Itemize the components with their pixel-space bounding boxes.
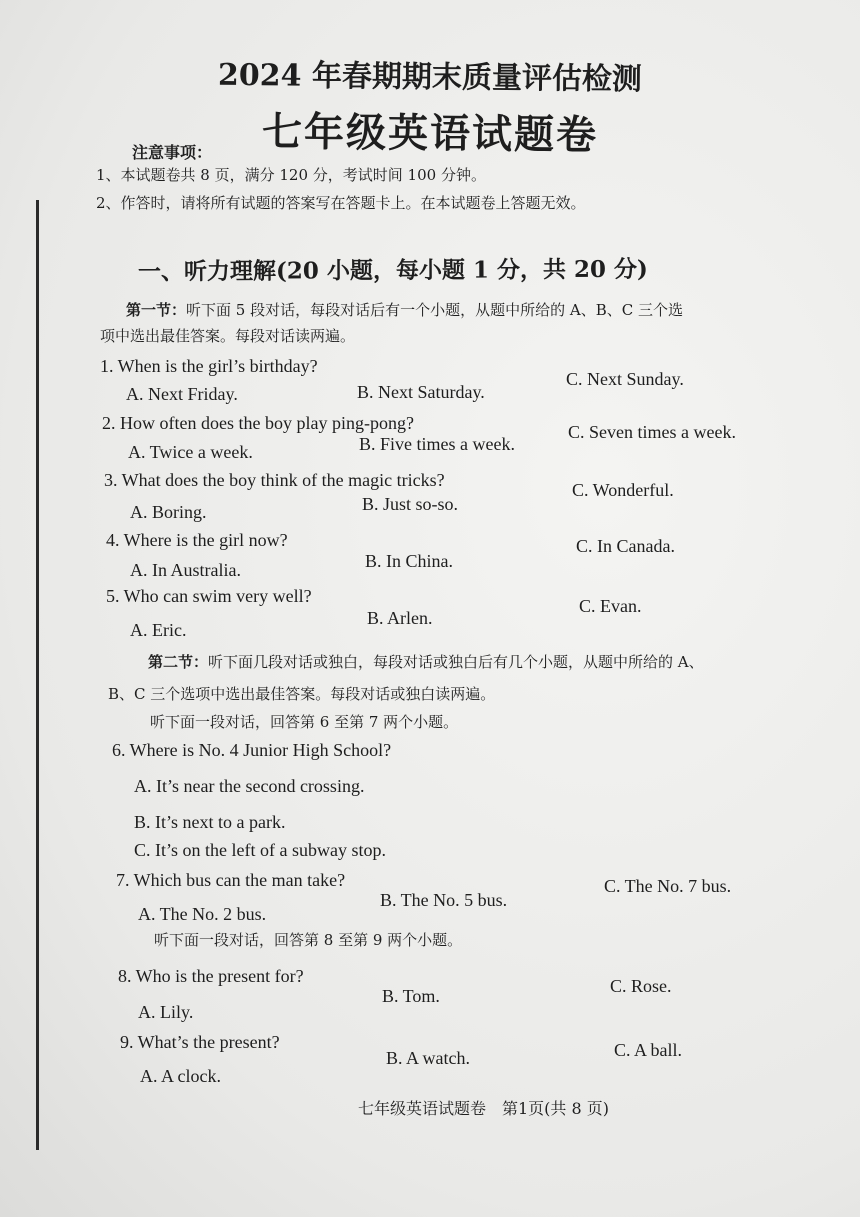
question-2-option-a: A. Twice a week. bbox=[128, 442, 253, 462]
question-7-option-a: A. The No. 2 bus. bbox=[138, 904, 267, 924]
part2-sub-instruction-a: 听下面一段对话，回答第 6 至第 7 两个小题。 bbox=[150, 713, 459, 731]
exam-title: 2024 年春期期末质量评估检测 bbox=[217, 57, 643, 98]
question-6-option-c: C. It’s on the left of a subway stop. bbox=[134, 840, 386, 860]
question-4-option-b: B. In China. bbox=[365, 551, 453, 571]
question-8-option-b: B. Tom. bbox=[382, 986, 440, 1006]
part2-instruction-line2: B、C 三个选项中选出最佳答案。每段对话或独白读两遍。 bbox=[108, 685, 496, 703]
question-6-option-a: A. It’s near the second crossing. bbox=[134, 776, 365, 796]
question-6: 6. Where is No. 4 Junior High School? bbox=[112, 740, 392, 760]
question-3: 3. What does the boy think of the magic tricks? bbox=[104, 470, 445, 490]
question-2-option-c: C. Seven times a week. bbox=[568, 422, 736, 442]
question-5: 5. Who can swim very well? bbox=[106, 586, 312, 606]
question-9-option-b: B. A watch. bbox=[386, 1048, 470, 1068]
question-1-option-a: A. Next Friday. bbox=[126, 384, 238, 404]
question-9: 9. What’s the present? bbox=[120, 1032, 280, 1052]
question-4-option-c: C. In Canada. bbox=[576, 536, 675, 556]
part1-label: 第一节： bbox=[126, 301, 187, 319]
question-1-option-c: C. Next Sunday. bbox=[566, 369, 684, 389]
exam-subtitle: 七年级英语试题卷 bbox=[261, 108, 599, 159]
question-8: 8. Who is the present for? bbox=[118, 966, 304, 986]
question-1: 1. When is the girl’s birthday? bbox=[100, 356, 318, 376]
question-2: 2. How often does the boy play ping-pong? bbox=[102, 413, 414, 433]
binding-line bbox=[36, 200, 39, 1150]
question-2-option-b: B. Five times a week. bbox=[359, 434, 515, 454]
question-1-option-b: B. Next Saturday. bbox=[357, 382, 485, 402]
notice-item-2: 2、作答时，请将所有试题的答案写在答题卡上。在本试题卷上答题无效。 bbox=[96, 194, 586, 212]
question-3-option-b: B. Just so-so. bbox=[362, 494, 459, 514]
question-4-option-a: A. In Australia. bbox=[130, 560, 241, 580]
section-title: 一、听力理解(20 小题，每小题 1 分，共 20 分) bbox=[137, 255, 648, 286]
question-3-option-a: A. Boring. bbox=[130, 502, 207, 522]
question-8-option-a: A. Lily. bbox=[138, 1002, 194, 1022]
page-footer: 七年级英语试题卷 第1页(共 8 页) bbox=[358, 1099, 610, 1118]
question-6-option-b: B. It’s next to a park. bbox=[134, 812, 286, 832]
notice-item-1: 1、本试题卷共 8 页，满分 120 分，考试时间 100 分钟。 bbox=[96, 166, 486, 184]
part1-instruction-line1: 第一节：听下面 5 段对话，每段对话后有一个小题，从题中所给的 A、B、C 三个选 bbox=[126, 301, 683, 319]
question-9-option-a: A. A clock. bbox=[140, 1066, 221, 1086]
part2-sub-instruction-b: 听下面一段对话，回答第 8 至第 9 两个小题。 bbox=[154, 931, 463, 949]
question-7-option-c: C. The No. 7 bus. bbox=[604, 876, 732, 896]
part1-instruction-line2: 项中选出最佳答案。每段对话读两遍。 bbox=[100, 327, 356, 345]
question-7-option-b: B. The No. 5 bus. bbox=[380, 890, 508, 910]
question-3-option-c: C. Wonderful. bbox=[572, 480, 674, 500]
part2-label: 第二节： bbox=[148, 653, 209, 671]
question-8-option-c: C. Rose. bbox=[610, 976, 672, 996]
question-9-option-c: C. A ball. bbox=[614, 1040, 683, 1060]
notice-heading: 注意事项： bbox=[132, 143, 213, 162]
question-4: 4. Where is the girl now? bbox=[106, 530, 288, 550]
question-7: 7. Which bus can the man take? bbox=[116, 870, 346, 890]
question-5-option-c: C. Evan. bbox=[579, 596, 642, 616]
question-5-option-b: B. Arlen. bbox=[367, 608, 433, 628]
part2-instruction-line1: 第二节：听下面几段对话或独白，每段对话或独白后有几个小题，从题中所给的 A、 bbox=[148, 653, 704, 671]
question-5-option-a: A. Eric. bbox=[130, 620, 187, 640]
